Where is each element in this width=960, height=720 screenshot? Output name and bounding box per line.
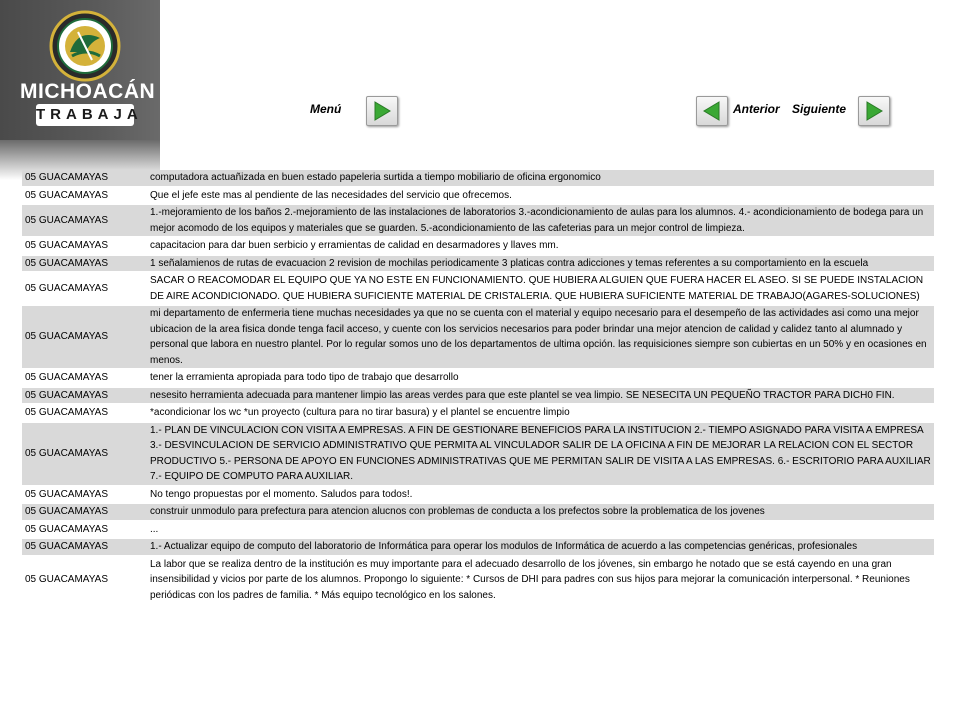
response-cell: mi departamento de enfermeria tiene muchas necesidades ya que no se cuenta con el material y equipo necesario para el desempeño de las actividades asi como una mejor ubicacion de la area fisica donde tenga facil acceso, y cuente con los servicios necesarios para poder brindar una mejor atencion de calidad y calidez tanto al alumnado y personal que labora en nuestro plantel. Por lo regular somos uno de los departamentos de ultima opción. las requisiciones siempre son cubiertas en un 50% y en ocasiones en menos. <box>145 305 934 369</box>
response-cell: 1.- PLAN DE VINCULACION CON VISITA A EMPRESAS. A FIN DE GESTIONARE BENEFICIOS PARA LA INSTITUCION 2.- TIEMPO ASIGNADO PARA VISITA A EMPRESA 3.- DESVINCULACION DE SERVICIO ADMINISTRATIVO QUE PERMITA AL VINCULADOR SALIR DE LA OFICINA A FIN DE MEJORAR LA RELACION CON EL SECTOR PRODUCTIVO 5.- PERSONA DE APOYO EN FUNCIONES ADMINISTRATIVAS QUE ME PERMITAN SALIR DE VISITA A LAS EMPRESAS. 6.- ESCRITORIO PARA AUXILIAR 7.- EQUIPO DE COMPUTO PARA AUXILIAR. <box>145 422 934 486</box>
group-cell: 05 GUACAMAYAS <box>22 422 145 486</box>
group-cell: 05 GUACAMAYAS <box>22 387 145 405</box>
brand-name: MICHOACÁN <box>20 80 156 103</box>
arrow-right-icon <box>863 100 885 122</box>
group-cell: 05 GUACAMAYAS <box>22 556 145 605</box>
group-cell: 05 GUACAMAYAS <box>22 170 145 187</box>
nav-bar <box>0 96 960 126</box>
group-cell: 05 GUACAMAYAS <box>22 538 145 556</box>
menu-label[interactable]: Menú <box>310 102 342 116</box>
group-cell: 05 GUACAMAYAS <box>22 187 145 205</box>
table-row <box>22 237 934 255</box>
group-cell: 05 GUACAMAYAS <box>22 521 145 539</box>
group-cell: 05 GUACAMAYAS <box>22 237 145 255</box>
responses-table <box>22 170 934 605</box>
response-cell: capacitacion para dar buen serbicio y erramientas de calidad en desarmadores y llaves mm. <box>145 237 934 255</box>
table-row <box>22 404 934 422</box>
response-cell: No tengo propuestas por el momento. Saludos para todos!. <box>145 486 934 504</box>
response-cell: tener la erramienta apropiada para todo tipo de trabajo que desarrollo <box>145 369 934 387</box>
response-cell: 1 señalamienos de rutas de evacuacion 2 revision de mochilas periodicamente 3 platicas contra adicciones y temas referentes a su comportamiento en la escuela <box>145 255 934 273</box>
table-row <box>22 503 934 521</box>
group-cell: 05 GUACAMAYAS <box>22 503 145 521</box>
table-row <box>22 170 934 187</box>
table-row <box>22 556 934 605</box>
table-row <box>22 272 934 305</box>
table-row <box>22 305 934 369</box>
table-row <box>22 187 934 205</box>
group-cell: 05 GUACAMAYAS <box>22 305 145 369</box>
response-cell: ... <box>145 521 934 539</box>
seal-emblem-icon <box>20 8 150 83</box>
table-row <box>22 486 934 504</box>
brand-tagline: TRABAJA <box>36 104 134 126</box>
group-cell: 05 GUACAMAYAS <box>22 272 145 305</box>
table-row <box>22 538 934 556</box>
menu-button[interactable] <box>366 96 398 126</box>
group-cell: 05 GUACAMAYAS <box>22 486 145 504</box>
response-cell: *acondicionar los wc *un proyecto (cultura para no tirar basura) y el plantel se encuentre limpio <box>145 404 934 422</box>
response-cell: 1.-mejoramiento de los baños 2.-mejoramiento de las instalaciones de laboratorios 3.-acondicionamiento de aulas para los alumnos. 4.- acondicionamiento de bodega para un mejor acomodo de los equipos y materiales que se guarden. 5.-acondicionamiento de las cafeterias para un mejor control de limpieza. <box>145 204 934 237</box>
group-cell: 05 GUACAMAYAS <box>22 369 145 387</box>
arrow-left-icon <box>701 100 723 122</box>
response-cell: nesesito herramienta adecuada para mantener limpio las areas verdes para que este plantel se vea limpio. SE NESECITA UN PEQUEÑO TRACTOR PARA DICH0 FIN. <box>145 387 934 405</box>
response-cell: construir unmodulo para prefectura para atencion alucnos con problemas de conducta a los prefectos sobre la problematica de los jovenes <box>145 503 934 521</box>
response-cell: computadora actuañizada en buen estado papeleria surtida a tiempo mobiliario de oficina ergonomico <box>145 170 934 187</box>
table-row <box>22 422 934 486</box>
response-cell: Que el jefe este mas al pendiente de las necesidades del servicio que ofrecemos. <box>145 187 934 205</box>
response-cell: La labor que se realiza dentro de la institución es muy importante para el adecuado desarrollo de los jóvenes, sin embargo he notado que se está cayendo en una gran insensibilidad y vicios por parte de los alumnos. Propongo lo siguiente: * Cursos de DHI para padres con sus hijos para mejorar la comunicación interpersonal. * Reuniones periódicas con los padres de familia. * Más equipo tecnológico en los salones. <box>145 556 934 605</box>
next-button[interactable] <box>858 96 890 126</box>
table-row <box>22 204 934 237</box>
response-cell: SACAR O REACOMODAR EL EQUIPO QUE YA NO ESTE EN FUNCIONAMIENTO. QUE HUBIERA ALGUIEN QUE FUERA HACER EL ASEO. SI SE PUEDE INSTALACION DE AIRE ACONDICIONADO. QUE HUBIERA SUFICIENTE MATERIAL DE CRISTALERIA. QUE HUBIERA SUFICIENTE MATERIAL DE TRABAJO(AGARES-SOLUCIONES) <box>145 272 934 305</box>
table-row <box>22 387 934 405</box>
group-cell: 05 GUACAMAYAS <box>22 255 145 273</box>
group-cell: 05 GUACAMAYAS <box>22 204 145 237</box>
previous-label[interactable]: Anterior <box>733 102 780 116</box>
response-cell: 1.- Actualizar equipo de computo del laboratorio de Informática para operar los modulos de Informática de acuerdo a las competencias genéricas, profesionales <box>145 538 934 556</box>
next-label[interactable]: Siguiente <box>792 102 847 116</box>
previous-button[interactable] <box>696 96 728 126</box>
table-row <box>22 369 934 387</box>
table-row <box>22 255 934 273</box>
table-row <box>22 521 934 539</box>
group-cell: 05 GUACAMAYAS <box>22 404 145 422</box>
arrow-right-icon <box>371 100 393 122</box>
